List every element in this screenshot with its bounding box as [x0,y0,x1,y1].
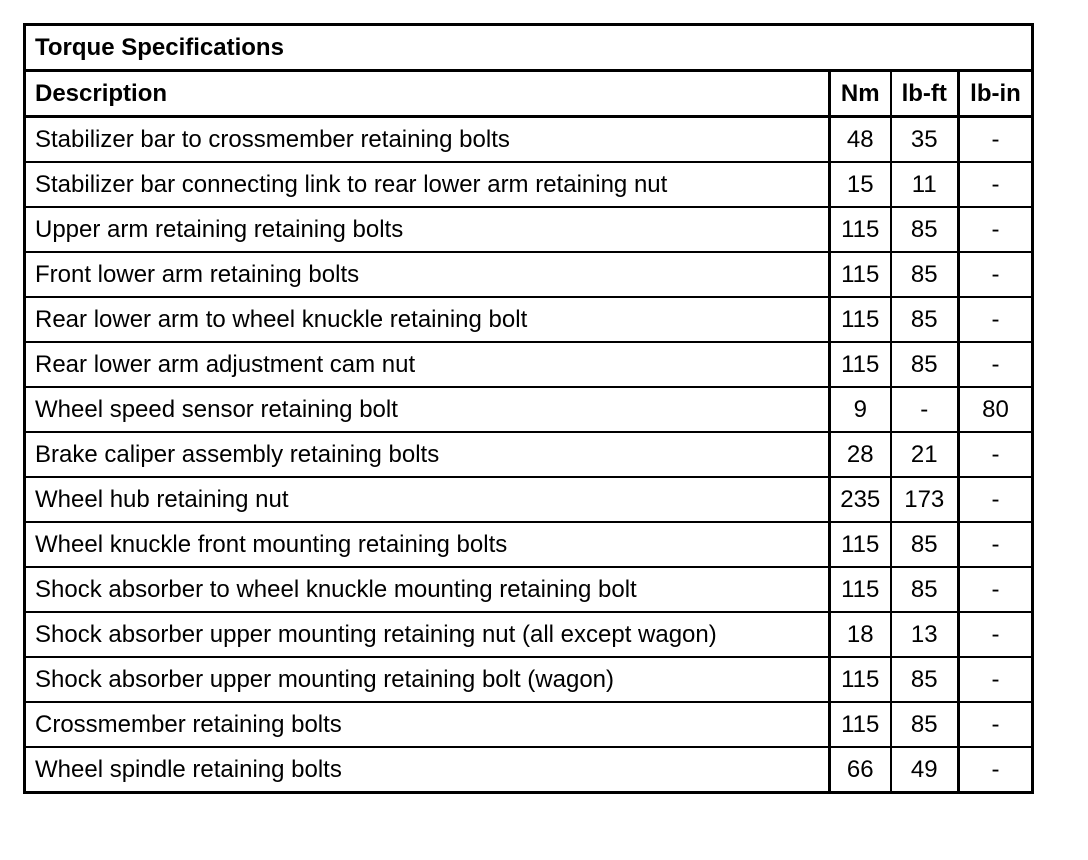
cell-nm: 235 [830,477,891,522]
cell-description: Front lower arm retaining bolts [25,252,830,297]
table-row [25,567,1033,612]
cell-description: Wheel spindle retaining bolts [25,747,830,793]
cell-nm: 48 [830,117,891,163]
table-body [25,25,1033,793]
cell-lbin: - [959,747,1033,793]
table-row [25,117,1033,163]
table-row [25,747,1033,793]
cell-description: Shock absorber upper mounting retaining nut (all except wagon) [25,612,830,657]
cell-lbft: 35 [891,117,959,163]
cell-lbin: - [959,432,1033,477]
cell-lbft: 173 [891,477,959,522]
cell-description: Brake caliper assembly retaining bolts [25,432,830,477]
table-row [25,342,1033,387]
cell-nm: 115 [830,657,891,702]
cell-lbin: - [959,567,1033,612]
table-header-row [25,71,1033,117]
cell-lbin: - [959,252,1033,297]
cell-lbft: 85 [891,522,959,567]
cell-lbin: - [959,342,1033,387]
cell-lbft: 85 [891,342,959,387]
header-lbft: lb-ft [891,71,959,117]
cell-lbin: - [959,657,1033,702]
cell-lbft: 49 [891,747,959,793]
cell-description: Stabilizer bar to crossmember retaining bolts [25,117,830,163]
header-description: Description [25,71,830,117]
table-title: Torque Specifications [25,25,1033,71]
cell-lbft: 85 [891,702,959,747]
cell-lbft: - [891,387,959,432]
table-row [25,207,1033,252]
cell-description: Upper arm retaining retaining bolts [25,207,830,252]
table-row [25,162,1033,207]
cell-lbin: - [959,207,1033,252]
cell-lbin: - [959,117,1033,163]
cell-lbin: 80 [959,387,1033,432]
table-row [25,252,1033,297]
cell-lbin: - [959,477,1033,522]
torque-specifications-table [23,23,1034,794]
cell-description: Shock absorber upper mounting retaining bolt (wagon) [25,657,830,702]
cell-lbft: 85 [891,567,959,612]
cell-nm: 115 [830,252,891,297]
cell-lbft: 11 [891,162,959,207]
cell-lbft: 85 [891,252,959,297]
cell-lbft: 21 [891,432,959,477]
cell-nm: 115 [830,207,891,252]
table-row [25,522,1033,567]
cell-nm: 66 [830,747,891,793]
cell-nm: 115 [830,567,891,612]
cell-nm: 9 [830,387,891,432]
cell-description: Rear lower arm adjustment cam nut [25,342,830,387]
cell-lbin: - [959,612,1033,657]
table-row [25,477,1033,522]
cell-lbft: 13 [891,612,959,657]
cell-nm: 115 [830,522,891,567]
cell-lbft: 85 [891,657,959,702]
header-nm: Nm [830,71,891,117]
table-title-row [25,25,1033,71]
table-row [25,432,1033,477]
table-row [25,702,1033,747]
cell-description: Stabilizer bar connecting link to rear lower arm retaining nut [25,162,830,207]
table-row [25,387,1033,432]
cell-description: Wheel knuckle front mounting retaining bolts [25,522,830,567]
cell-lbin: - [959,162,1033,207]
cell-lbft: 85 [891,207,959,252]
header-lbin: lb-in [959,71,1033,117]
cell-description: Wheel speed sensor retaining bolt [25,387,830,432]
cell-nm: 115 [830,297,891,342]
table-row [25,612,1033,657]
cell-description: Wheel hub retaining nut [25,477,830,522]
table-row [25,297,1033,342]
cell-description: Crossmember retaining bolts [25,702,830,747]
table-row [25,657,1033,702]
cell-nm: 115 [830,342,891,387]
cell-description: Rear lower arm to wheel knuckle retaining bolt [25,297,830,342]
cell-lbin: - [959,297,1033,342]
cell-nm: 15 [830,162,891,207]
cell-lbin: - [959,522,1033,567]
cell-lbin: - [959,702,1033,747]
cell-lbft: 85 [891,297,959,342]
cell-nm: 115 [830,702,891,747]
cell-nm: 18 [830,612,891,657]
cell-nm: 28 [830,432,891,477]
cell-description: Shock absorber to wheel knuckle mounting retaining bolt [25,567,830,612]
